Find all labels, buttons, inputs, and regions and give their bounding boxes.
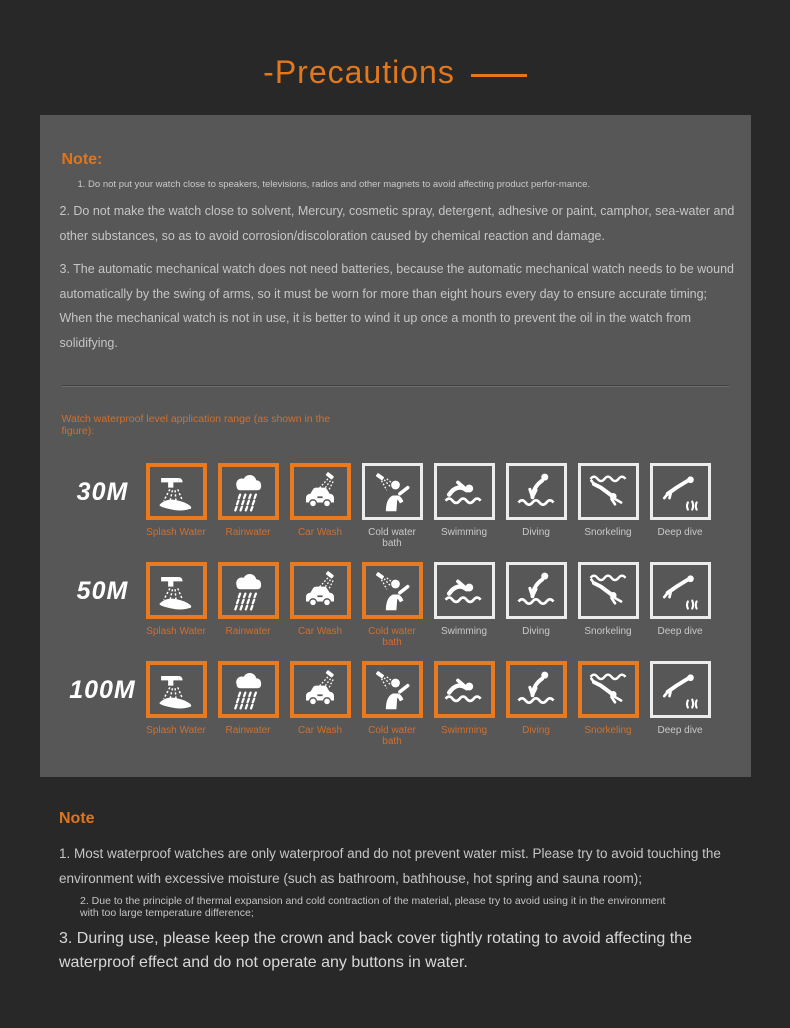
activity-label: Cold water bath bbox=[368, 725, 416, 747]
wp-cell-100m-car-wash bbox=[290, 661, 351, 747]
swimmer-icon bbox=[434, 463, 495, 520]
activity-label: Diving bbox=[522, 626, 550, 637]
bottom-note-item-2: 2. Due to the principle of thermal expansion and cold contraction of the material, please try to avoid using it in the environment with too large temperature difference; bbox=[80, 895, 666, 919]
wp-cell-30m-diving bbox=[506, 463, 567, 549]
waterproof-grid bbox=[60, 463, 731, 747]
wp-cell-50m-cold-water-bath bbox=[362, 562, 423, 648]
car-wash-icon bbox=[290, 562, 351, 619]
wp-cell-100m-diving bbox=[506, 661, 567, 747]
wp-cell-30m-splash-water bbox=[146, 463, 207, 549]
diver-icon bbox=[506, 661, 567, 718]
shower-person-icon bbox=[362, 562, 423, 619]
page-header bbox=[0, 0, 790, 91]
activity-label: Car Wash bbox=[297, 725, 343, 736]
activity-label: Car Wash bbox=[297, 527, 343, 538]
wp-cell-50m-car-wash bbox=[290, 562, 351, 648]
car-wash-icon bbox=[290, 463, 351, 520]
activity-label: Deep dive bbox=[657, 725, 703, 736]
activity-label: Snorkeling bbox=[584, 626, 632, 637]
panel-note-item-3: 3. The automatic mechanical watch does not need batteries, because the automatic mechanical watch needs to be wound automatically by the swing of arms, so it must be worn for more than eight hours every day to ensure accurate timing; When the mechanical watch is not in use, it is better to wind it up once a month to prevent the oil in the watch from solidifying. bbox=[59, 262, 734, 350]
swimmer-icon bbox=[434, 661, 495, 718]
diver-icon bbox=[506, 463, 567, 520]
bottom-note-item-3: 3. During use, please keep the crown and back cover tightly rotating to avoid affecting the waterproof effect and do not operate any buttons in water. bbox=[59, 930, 692, 971]
activity-label: Deep dive bbox=[657, 527, 703, 538]
swimmer-icon bbox=[434, 562, 495, 619]
shower-person-icon bbox=[362, 463, 423, 520]
rain-cloud-icon bbox=[218, 463, 279, 520]
activity-label: Snorkeling bbox=[584, 725, 632, 736]
precautions-panel bbox=[40, 115, 751, 777]
wp-cell-30m-cold-water-bath bbox=[362, 463, 423, 549]
bottom-note-heading: Note bbox=[59, 810, 95, 827]
activity-label: Rainwater bbox=[225, 725, 271, 736]
wp-cell-50m-splash-water bbox=[146, 562, 207, 648]
level-label-50m: 50M bbox=[76, 577, 129, 605]
deep-diver-icon bbox=[650, 562, 711, 619]
level-label-30m: 30M bbox=[76, 478, 129, 506]
activity-label: Cold water bath bbox=[368, 626, 416, 648]
activity-label: Splash Water bbox=[146, 527, 206, 538]
wp-cell-30m-snorkeling bbox=[578, 463, 639, 549]
wp-cell-100m-swimming bbox=[434, 661, 495, 747]
bottom-note-section bbox=[59, 810, 749, 975]
divider-line bbox=[62, 385, 729, 387]
wp-cell-30m-car-wash bbox=[290, 463, 351, 549]
activity-label: Snorkeling bbox=[584, 527, 632, 538]
wp-cell-100m-snorkeling bbox=[578, 661, 639, 747]
rain-cloud-icon bbox=[218, 661, 279, 718]
car-wash-icon bbox=[290, 661, 351, 718]
level-label-100m: 100M bbox=[69, 676, 136, 704]
rain-cloud-icon bbox=[218, 562, 279, 619]
waterproof-row-30m bbox=[60, 463, 731, 549]
panel-note-item-2: 2. Do not make the watch close to solvent, Mercury, cosmetic spray, detergent, adhesive or paint, camphor, sea-water and other substances, so as to avoid corrosion/discoloration caused by chemical reaction and damage. bbox=[59, 204, 735, 243]
wp-cell-50m-rainwater bbox=[218, 562, 279, 648]
activity-label: Diving bbox=[522, 725, 550, 736]
activity-label: Splash Water bbox=[146, 725, 206, 736]
wp-cell-50m-deep-dive bbox=[650, 562, 711, 648]
snorkeler-icon bbox=[578, 661, 639, 718]
bottom-note-item-1: 1. Most waterproof watches are only waterproof and do not prevent water mist. Please try to avoid touching the environment with excessive moisture (such as bathroom, bathhouse, hot spring and sauna room); bbox=[59, 846, 721, 886]
faucet-splash-icon bbox=[146, 562, 207, 619]
activity-label: Splash Water bbox=[146, 626, 206, 637]
snorkeler-icon bbox=[578, 562, 639, 619]
panel-note-item-1: 1. Do not put your watch close to speakers, televisions, radios and other magnets to avoid affecting product perfor-mance. bbox=[77, 179, 591, 190]
wp-cell-50m-swimming bbox=[434, 562, 495, 648]
faucet-splash-icon bbox=[146, 661, 207, 718]
page-title: -Precautions bbox=[263, 54, 455, 90]
activity-label: Swimming bbox=[440, 527, 488, 538]
activity-label: Rainwater bbox=[225, 626, 271, 637]
wp-cell-30m-deep-dive bbox=[650, 463, 711, 549]
wp-cell-50m-snorkeling bbox=[578, 562, 639, 648]
wp-cell-100m-rainwater bbox=[218, 661, 279, 747]
activity-label: Cold water bath bbox=[368, 527, 416, 549]
deep-diver-icon bbox=[650, 661, 711, 718]
wp-cell-30m-rainwater bbox=[218, 463, 279, 549]
wp-cell-100m-deep-dive bbox=[650, 661, 711, 747]
activity-label: Swimming bbox=[440, 626, 488, 637]
wp-cell-100m-cold-water-bath bbox=[362, 661, 423, 747]
diver-icon bbox=[506, 562, 567, 619]
title-dash-line bbox=[471, 74, 527, 77]
wp-cell-100m-splash-water bbox=[146, 661, 207, 747]
activity-label: Rainwater bbox=[225, 527, 271, 538]
panel-note-heading: Note: bbox=[61, 151, 103, 168]
activity-label: Deep dive bbox=[657, 626, 703, 637]
activity-label: Car Wash bbox=[297, 626, 343, 637]
activity-label: Diving bbox=[522, 527, 550, 538]
wp-cell-30m-swimming bbox=[434, 463, 495, 549]
activity-label: Swimming bbox=[440, 725, 488, 736]
snorkeler-icon bbox=[578, 463, 639, 520]
waterproof-heading: Watch waterproof level application range (as shown in the figure): bbox=[61, 413, 331, 437]
faucet-splash-icon bbox=[146, 463, 207, 520]
shower-person-icon bbox=[362, 661, 423, 718]
wp-cell-50m-diving bbox=[506, 562, 567, 648]
deep-diver-icon bbox=[650, 463, 711, 520]
waterproof-row-100m bbox=[60, 661, 731, 747]
waterproof-row-50m bbox=[60, 562, 731, 648]
